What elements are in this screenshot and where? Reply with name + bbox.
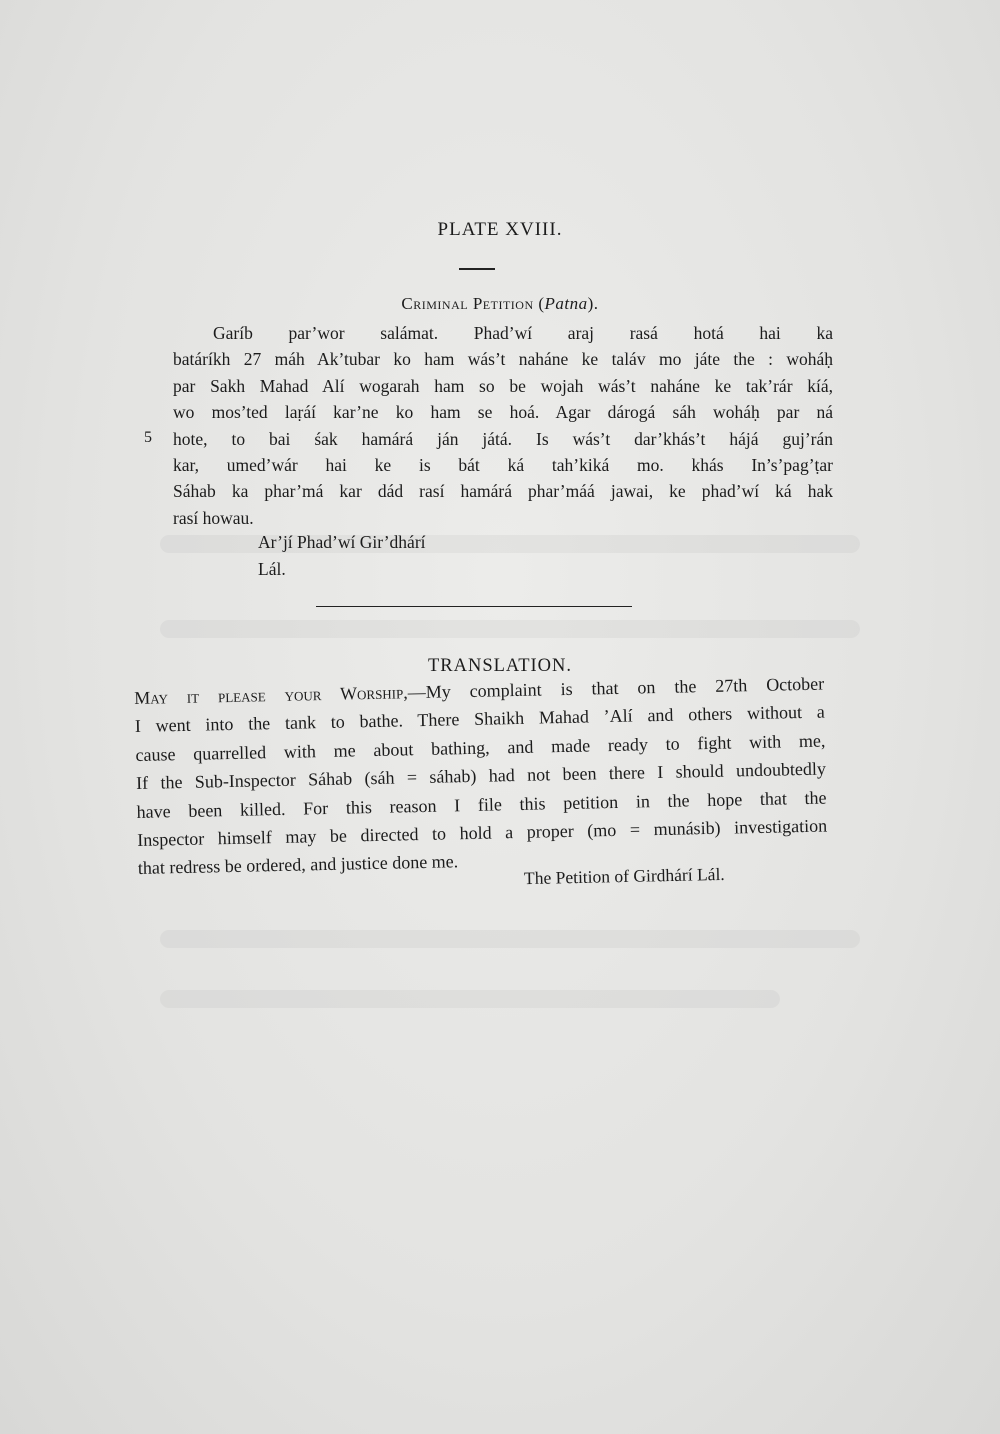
petition-line: Sáhab ka phar’má kar dád rasí hamárá phar’máá jawai, ke phad’wí ká hak — [173, 481, 833, 502]
translation-line: If the Sub-Inspector Sáhab (sáh = sáhab) had not been there I should undoubtedly — [135, 758, 827, 794]
plate-title: PLATE XVIII. — [437, 219, 563, 240]
petition-line: par Sakh Mahad Alí wogarah ham so be wojah wás’t naháne ke tak’rár kíá, — [173, 375, 833, 396]
petition-line: rasí howau. — [173, 507, 254, 528]
petition-signature-line: Lál. — [258, 559, 286, 579]
petition-heading: Criminal Petition (Patna). — [401, 294, 599, 313]
petition-line: batáríkh 27 máh Ak’tubar ko ham wás’t naháne ke taláv mo játe the : woháḥ — [173, 349, 833, 370]
petition-text — [173, 320, 833, 531]
translation-heading: TRANSLATION. — [427, 656, 573, 676]
translation-signature: The Petition of Girdhárí Lál. — [523, 863, 725, 889]
translation-address: May it please your Worship, — [134, 682, 408, 708]
petition-line: kar, umed’wár hai ke is bát ká tah’kiká mo. khás In’s’pag’ṭar — [173, 455, 833, 476]
petition-signature-line: Ar’jí Phad’wí Gir’dhárí — [258, 532, 426, 552]
translation-line: have been killed. For this reason I file this petition in the hope that the — [136, 787, 827, 822]
section-divider — [316, 606, 632, 607]
translation-line: I went into the tank to bathe. There Shaikh Mahad ’Alí and others without a — [134, 701, 825, 737]
petition-line: Garíb par’wor salámat. Phad’wí araj rasá hotá hai ka — [213, 323, 833, 343]
petition-line: wo mos’ted laṛáí kar’ne ko ham se hoá. Agar dárogá sáh woháḥ par ná — [173, 402, 833, 423]
petition-place: Patna — [544, 294, 588, 313]
petition-heading-text: Criminal Petition — [401, 294, 534, 313]
translation-line-text: —My complaint is that on the 27th October — [407, 673, 825, 703]
bleed-through — [160, 930, 860, 948]
bleed-through — [160, 990, 780, 1008]
line-number: 5 — [144, 429, 152, 446]
translation-line: that redress be ordered, and justice done me. — [137, 851, 459, 879]
translation-line: Inspector himself may be directed to hold a proper (mo = munásib) investigation — [137, 815, 828, 850]
petition-line: hote, to bai śak hamárá ján játá. Is wás’t dar’khás’t hájá guj’rán — [173, 428, 833, 449]
translation-text — [134, 670, 828, 883]
bleed-through — [160, 620, 860, 638]
translation-line: cause quarrelled with me about bathing, and made ready to fight with me, — [135, 730, 826, 765]
title-rule — [459, 268, 495, 270]
